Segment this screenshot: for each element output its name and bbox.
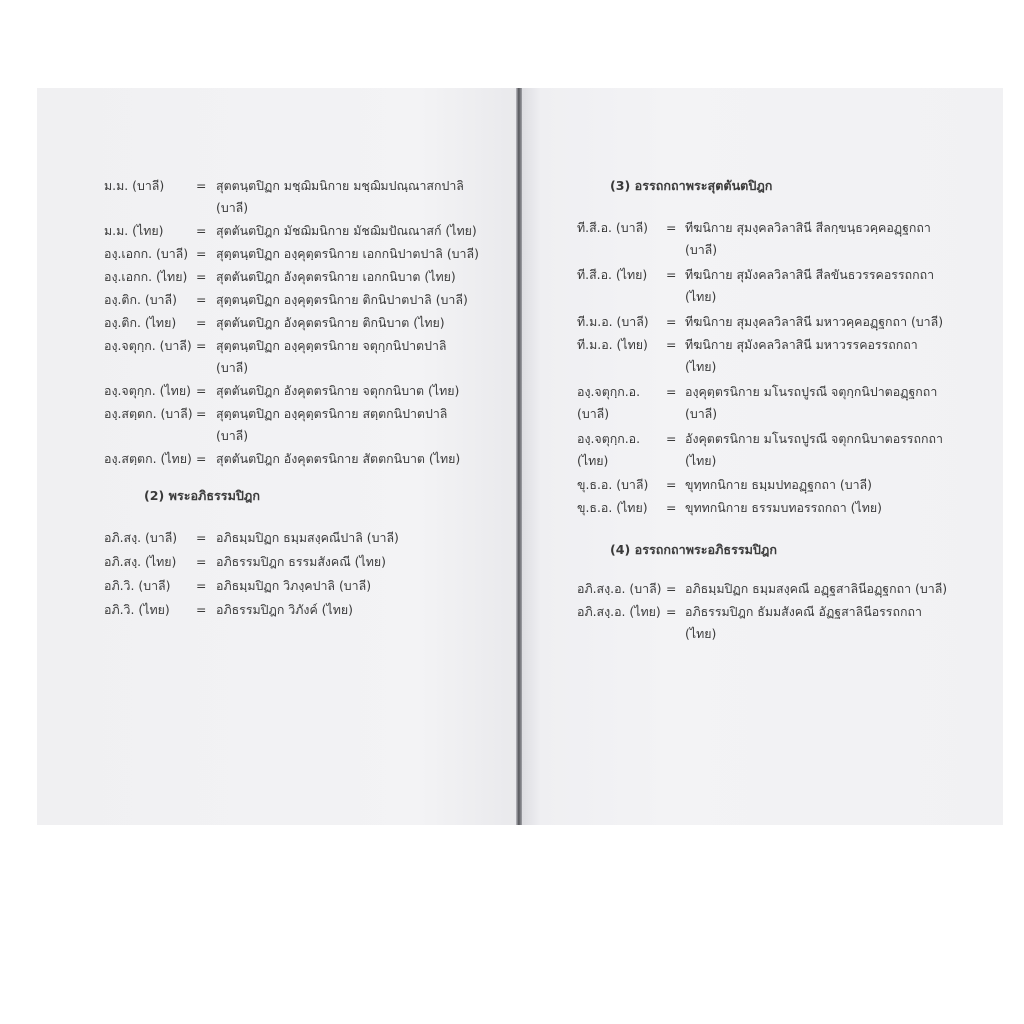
abbreviation-entry bbox=[104, 289, 484, 311]
abbreviation-line: ที.สี.อ. (บาลี) bbox=[577, 220, 649, 235]
abbreviation bbox=[104, 575, 170, 597]
abbreviation bbox=[104, 380, 191, 402]
definition-line: สุตฺตนฺตปิฏก องฺคุตฺตรนิกาย ติกนิปาตปาลิ (บาลี) bbox=[216, 292, 468, 307]
equals-sign: = bbox=[196, 292, 207, 307]
abbreviation-entry bbox=[577, 497, 977, 519]
equals-sign: = bbox=[196, 315, 207, 330]
abbreviation-entry bbox=[577, 601, 977, 645]
abbreviation-entry bbox=[104, 380, 484, 402]
abbreviation-entry bbox=[577, 381, 977, 425]
equals-sign: = bbox=[196, 383, 207, 398]
equals-sign: = bbox=[196, 602, 207, 617]
equals-sign: = bbox=[196, 554, 207, 569]
definition-line: ขุททกนิกาย ธรรมบทอรรถกถา (ไทย) bbox=[685, 500, 882, 515]
definition-line: (บาลี) bbox=[216, 200, 249, 215]
abbreviation-entry bbox=[104, 599, 484, 621]
abbreviation bbox=[104, 599, 170, 621]
abbreviation-entry bbox=[104, 551, 484, 573]
definition-line: อภิธมฺมปิฏก ธมฺมสงฺคณี อฏฺฐสาลินีอฏฺฐกถา (บาลี) bbox=[685, 581, 948, 596]
definition-line: (บาลี) bbox=[216, 360, 249, 375]
abbreviation bbox=[577, 474, 648, 496]
right-page-content bbox=[577, 175, 977, 645]
abbreviation-line: ขุ.ธ.อ. (ไทย) bbox=[577, 500, 648, 515]
abbreviation bbox=[577, 311, 649, 333]
abbreviation bbox=[104, 335, 192, 357]
definition-line: อภิธรรมปิฎก ธัมมสังคณี อัฏฐสาลินีอรรถกถา bbox=[685, 604, 922, 619]
abbreviation bbox=[577, 334, 648, 356]
abbreviation bbox=[104, 243, 188, 265]
abbreviation-line: อภิ.วิ. (บาลี) bbox=[104, 578, 171, 593]
abbreviation-line: (ไทย) bbox=[577, 453, 609, 468]
abbreviation-list-sutta bbox=[104, 175, 484, 470]
definition-line: อังคุตตรนิกาย มโนรถปูรณี จตุกกนิบาตอรรถกถา bbox=[685, 431, 943, 446]
definition-line: (ไทย) bbox=[685, 453, 717, 468]
section-heading-abhidhamma: (2) พระอภิธรรมปิฎก bbox=[144, 488, 260, 503]
abbreviation-line: ม.ม. (ไทย) bbox=[104, 223, 164, 238]
abbreviation-entry bbox=[104, 335, 484, 379]
left-page-content bbox=[104, 175, 484, 621]
abbreviation-line: องฺ.จตุกฺก.อ. bbox=[577, 384, 641, 399]
abbreviation bbox=[577, 381, 640, 425]
abbreviation bbox=[104, 312, 176, 334]
equals-sign: = bbox=[666, 431, 677, 446]
abbreviation bbox=[104, 266, 187, 288]
abbreviation-line: องฺ.ติก. (ไทย) bbox=[104, 315, 177, 330]
section-heading-sutta-commentary: (3) อรรถกถาพระสุตตันตปิฎก bbox=[610, 178, 773, 193]
equals-sign: = bbox=[196, 246, 207, 261]
abbreviation bbox=[104, 448, 192, 470]
abbreviation-entry bbox=[577, 264, 977, 308]
abbreviation-line: ที.ม.อ. (ไทย) bbox=[577, 337, 648, 352]
abbreviation-line: ที.สี.อ. (ไทย) bbox=[577, 267, 648, 282]
definition-line: สุตตันตปิฎก อังคุตตรนิกาย ติกนิบาต (ไทย) bbox=[216, 315, 445, 330]
abbreviation-line: องฺ.จตุกฺก. (ไทย) bbox=[104, 383, 191, 398]
definition-line: อภิธมฺมปิฏก วิภงฺคปาลิ (บาลี) bbox=[216, 578, 372, 593]
definition-line: (ไทย) bbox=[685, 359, 717, 374]
abbreviation bbox=[577, 497, 648, 519]
equals-sign: = bbox=[196, 338, 207, 353]
abbreviation-list-abhidhamma bbox=[104, 527, 484, 621]
equals-sign: = bbox=[196, 269, 207, 284]
abbreviation bbox=[104, 551, 176, 573]
definition-line: (บาลี) bbox=[216, 428, 249, 443]
equals-sign: = bbox=[196, 578, 207, 593]
abbreviation-line: องฺ.จตุกฺก.อ. bbox=[577, 431, 641, 446]
abbreviation bbox=[577, 217, 648, 239]
abbreviation bbox=[577, 601, 661, 623]
abbreviation-entry bbox=[577, 217, 977, 261]
definition-line: (บาลี) bbox=[685, 242, 718, 257]
equals-sign: = bbox=[666, 314, 677, 329]
definition-line: (บาลี) bbox=[685, 406, 718, 421]
definition-line: อภิธรรมปิฎก วิภังค์ (ไทย) bbox=[216, 602, 354, 617]
equals-sign: = bbox=[666, 220, 677, 235]
definition-line: ขุทฺทกนิกาย ธมฺมปทอฏฺฐกถา (บาลี) bbox=[685, 477, 872, 492]
abbreviation-line: ขุ.ธ.อ. (บาลี) bbox=[577, 477, 649, 492]
abbreviation-entry bbox=[577, 311, 977, 333]
abbreviation-line: องฺ.จตุกฺก. (บาลี) bbox=[104, 338, 192, 353]
equals-sign: = bbox=[196, 451, 207, 466]
abbreviation bbox=[104, 527, 177, 549]
abbreviation-entry bbox=[104, 220, 484, 242]
abbreviation bbox=[104, 289, 177, 311]
abbreviation-entry bbox=[577, 334, 977, 378]
abbreviation-line: อภิ.สงฺ. (ไทย) bbox=[104, 554, 177, 569]
equals-sign: = bbox=[196, 530, 207, 545]
equals-sign: = bbox=[666, 477, 677, 492]
abbreviation-entry bbox=[104, 403, 484, 447]
definition-line: ทีฆนิกาย สุมังคลวิลาสินี สีลขันธวรรคอรรถกถา bbox=[685, 267, 935, 282]
equals-sign: = bbox=[666, 384, 677, 399]
abbreviation bbox=[104, 220, 163, 242]
equals-sign: = bbox=[666, 337, 677, 352]
abbreviation bbox=[104, 403, 193, 425]
definition-line: อภิธมฺมปิฏก ธมฺมสงฺคณีปาลิ (บาลี) bbox=[216, 530, 399, 545]
abbreviation-line: องฺ.เอกก. (ไทย) bbox=[104, 269, 188, 284]
abbreviation bbox=[577, 578, 662, 600]
book-gutter bbox=[516, 88, 522, 825]
definition-line: สุตตันตปิฎก อังคุตตรนิกาย สัตตกนิบาต (ไทย) bbox=[216, 451, 461, 466]
definition-line: ทีฆนิกาย สุมงฺคลวิลาสินี สีลกฺขนฺธวคฺคอฏฺฐกถา bbox=[685, 220, 931, 235]
section-heading-abhidhamma-commentary: (4) อรรถกถาพระอภิธรรมปิฎก bbox=[610, 542, 777, 557]
abbreviation-entry bbox=[104, 175, 484, 219]
abbreviation-entry bbox=[104, 312, 484, 334]
abbreviation-entry bbox=[104, 575, 484, 597]
abbreviation bbox=[577, 264, 647, 286]
abbreviation-line: องฺ.สตฺตก. (บาลี) bbox=[104, 406, 193, 421]
equals-sign: = bbox=[666, 267, 677, 282]
definition-line: สุตตันตปิฎก อังคุตตรนิกาย เอกกนิบาต (ไทย) bbox=[216, 269, 456, 284]
abbreviation-line: อภิ.สงฺ.อ. (ไทย) bbox=[577, 604, 661, 619]
abbreviation-line: (บาลี) bbox=[577, 406, 610, 421]
definition-line: อภิธรรมปิฎก ธรรมสังคณี (ไทย) bbox=[216, 554, 386, 569]
abbreviation-line: อภิ.สงฺ.อ. (บาลี) bbox=[577, 581, 662, 596]
abbreviation bbox=[577, 428, 640, 472]
definition-line: สุตฺตนฺตปิฏก องฺคุตฺตรนิกาย เอกกนิปาตปาลิ (บาลี) bbox=[216, 246, 479, 261]
definition-line: (ไทย) bbox=[685, 626, 717, 641]
definition-line: องฺคุตฺตรนิกาย มโนรถปูรณี จตุกฺกนิปาตอฏฺฐกถา bbox=[685, 384, 938, 399]
abbreviation-line: อภิ.สงฺ. (บาลี) bbox=[104, 530, 178, 545]
abbreviation-line: องฺ.เอกก. (บาลี) bbox=[104, 246, 189, 261]
abbreviation-entry bbox=[577, 474, 977, 496]
abbreviation-list-sutta-commentary bbox=[577, 217, 977, 519]
definition-line: สุตฺตนฺตปิฏก องฺคุตฺตรนิกาย สตฺตกนิปาตปาลิ bbox=[216, 406, 448, 421]
definition-line: สุตตันตปิฎก มัชฌิมนิกาย มัชฌิมปัณณาสก์ (ไทย) bbox=[216, 223, 477, 238]
abbreviation-entry bbox=[104, 243, 484, 265]
abbreviation-line: อภิ.วิ. (ไทย) bbox=[104, 602, 170, 617]
definition-line: ทีฆนิกาย สุมังคลวิลาสินี มหาวรรคอรรถกถา bbox=[685, 337, 918, 352]
equals-sign: = bbox=[196, 223, 207, 238]
abbreviation-line: องฺ.สตฺตก. (ไทย) bbox=[104, 451, 192, 466]
definition-line: (ไทย) bbox=[685, 289, 717, 304]
abbreviation-line: ที.ม.อ. (บาลี) bbox=[577, 314, 649, 329]
equals-sign: = bbox=[196, 406, 207, 421]
equals-sign: = bbox=[666, 500, 677, 515]
abbreviation-line: ม.ม. (บาลี) bbox=[104, 178, 165, 193]
abbreviation-entry bbox=[577, 578, 977, 600]
abbreviation-list-abhidhamma-commentary bbox=[577, 578, 977, 645]
definition-line: ทีฆนิกาย สุมงฺคลวิลาสินี มหาวคฺคอฏฺฐกถา (บาลี) bbox=[685, 314, 944, 329]
abbreviation-entry bbox=[104, 527, 484, 549]
equals-sign: = bbox=[666, 604, 677, 619]
definition-line: สุตฺตนฺตปิฏก องฺคุตฺตรนิกาย จตุกฺกนิปาตปาลิ bbox=[216, 338, 447, 353]
equals-sign: = bbox=[196, 178, 207, 193]
abbreviation-line: องฺ.ติก. (บาลี) bbox=[104, 292, 177, 307]
abbreviation bbox=[104, 175, 164, 197]
abbreviation-entry bbox=[104, 266, 484, 288]
definition-line: สุตตันตปิฎก อังคุตตรนิกาย จตุกกนิบาต (ไทย) bbox=[216, 383, 460, 398]
abbreviation-entry bbox=[104, 448, 484, 470]
abbreviation-entry bbox=[577, 428, 977, 472]
definition-line: สุตตนฺตปิฏก มชฺฌิมนิกาย มชฺฌิมปณฺณาสกปาลิ bbox=[216, 178, 464, 193]
equals-sign: = bbox=[666, 581, 677, 596]
